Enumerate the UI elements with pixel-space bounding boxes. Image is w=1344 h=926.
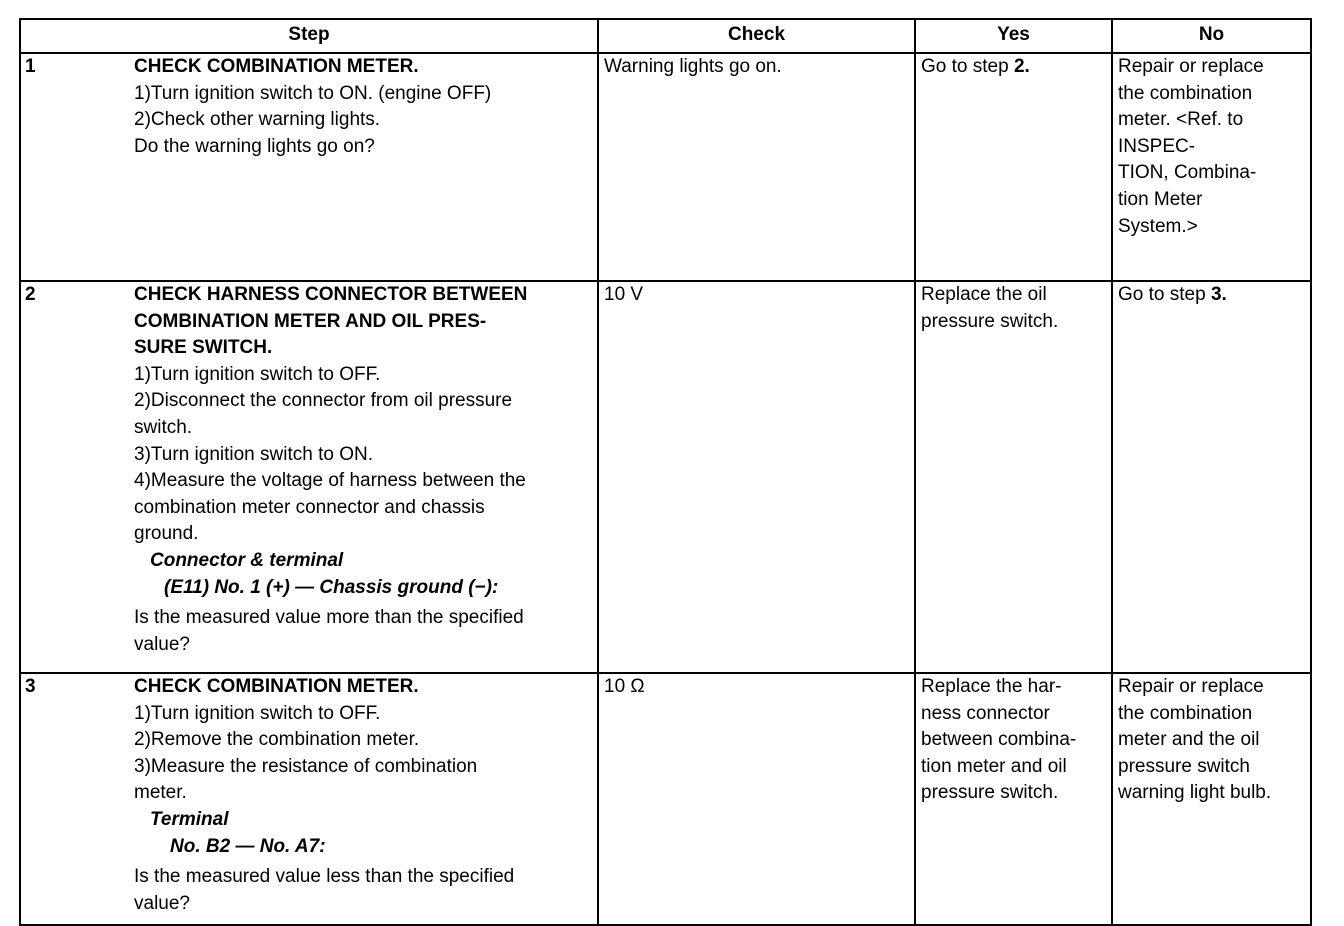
spec-value: (E11) No. 1 (+) — Chassis ground (−): [164, 576, 499, 598]
header-no: No [1112, 19, 1311, 53]
no-line: pressure switch [1118, 755, 1250, 777]
step-line: 4)Measure the voltage of harness between the [134, 470, 526, 492]
no-cell [1112, 281, 1311, 673]
step-line: 2)Disconnect the connector from oil pressure [134, 390, 513, 412]
step-question: Do the warning lights go on? [134, 135, 375, 157]
step-description [130, 673, 598, 925]
yes-line: between combina- [921, 729, 1077, 751]
spec-value: No. B2 — No. A7: [170, 835, 326, 857]
no-line: warning light bulb. [1118, 782, 1272, 804]
check-cell: Warning lights go on. [598, 53, 915, 281]
yes-cell [915, 53, 1112, 281]
no-line: meter and the oil [1118, 729, 1260, 751]
spec-label: Terminal [150, 808, 229, 830]
step-number: 1 [20, 53, 130, 281]
header-check: Check [598, 19, 915, 53]
step-number: 3 [20, 673, 130, 925]
yes-cell [915, 281, 1112, 673]
step-title: COMBINATION METER AND OIL PRES- [134, 310, 487, 332]
no-line: TION, Combina- [1118, 162, 1257, 184]
no-step-ref: 3. [1210, 284, 1227, 305]
no-line: tion Meter [1118, 188, 1203, 210]
step-number: 2 [20, 281, 130, 673]
step-line: 2)Check other warning lights. [134, 109, 381, 131]
header-step: Step [20, 19, 598, 53]
step-question: Is the measured value more than the specified [134, 607, 524, 629]
step-line: 3)Measure the resistance of combination [134, 755, 478, 777]
step-question: value? [134, 892, 190, 914]
step-title: SURE SWITCH. [134, 337, 273, 359]
yes-cell [915, 673, 1112, 925]
step-title: CHECK COMBINATION METER. [134, 676, 419, 697]
yes-line: ness connector [921, 702, 1050, 724]
check-cell: 10 Ω [598, 673, 915, 925]
no-line: meter. <Ref. to [1118, 109, 1244, 131]
step-line: 2)Remove the combination meter. [134, 729, 420, 751]
step-description [130, 281, 598, 673]
yes-line: tion meter and oil [921, 755, 1067, 777]
table-row [20, 673, 1311, 925]
no-line: Repair or replace [1118, 676, 1264, 697]
step-title: CHECK HARNESS CONNECTOR BETWEEN [134, 284, 528, 305]
table-row [20, 53, 1311, 281]
step-question: value? [134, 633, 190, 655]
no-line: INSPEC- [1118, 135, 1196, 157]
no-cell [1112, 673, 1311, 925]
yes-line: pressure switch. [921, 782, 1059, 804]
step-line: ground. [134, 523, 199, 545]
yes-line: Replace the oil [921, 284, 1047, 305]
step-line: meter. [134, 782, 187, 804]
step-line: 3)Turn ignition switch to ON. [134, 443, 373, 465]
step-line: 1)Turn ignition switch to ON. (engine OFF) [134, 82, 492, 104]
yes-step-ref: 2. [1013, 56, 1030, 77]
yes-line: pressure switch. [921, 310, 1059, 332]
step-title: CHECK COMBINATION METER. [134, 56, 419, 77]
table-row [20, 281, 1311, 673]
spec-label: Connector & terminal [150, 549, 344, 571]
header-row [20, 19, 1311, 53]
yes-text: Go to step [921, 56, 1014, 77]
step-line: combination meter connector and chassis [134, 496, 485, 518]
no-line: the combination [1118, 82, 1253, 104]
no-text: Go to step [1118, 284, 1211, 305]
step-line: switch. [134, 416, 193, 438]
step-line: 1)Turn ignition switch to OFF. [134, 363, 381, 385]
diagnostic-table [19, 18, 1312, 926]
no-line: the combination [1118, 702, 1253, 724]
header-yes: Yes [915, 19, 1112, 53]
no-cell [1112, 53, 1311, 281]
step-line: 1)Turn ignition switch to OFF. [134, 702, 381, 724]
step-question: Is the measured value less than the specified [134, 866, 515, 888]
no-line: System.> [1118, 215, 1198, 237]
yes-line: Replace the har- [921, 676, 1062, 697]
no-line: Repair or replace [1118, 56, 1264, 77]
step-description [130, 53, 598, 281]
check-cell: 10 V [598, 281, 915, 673]
